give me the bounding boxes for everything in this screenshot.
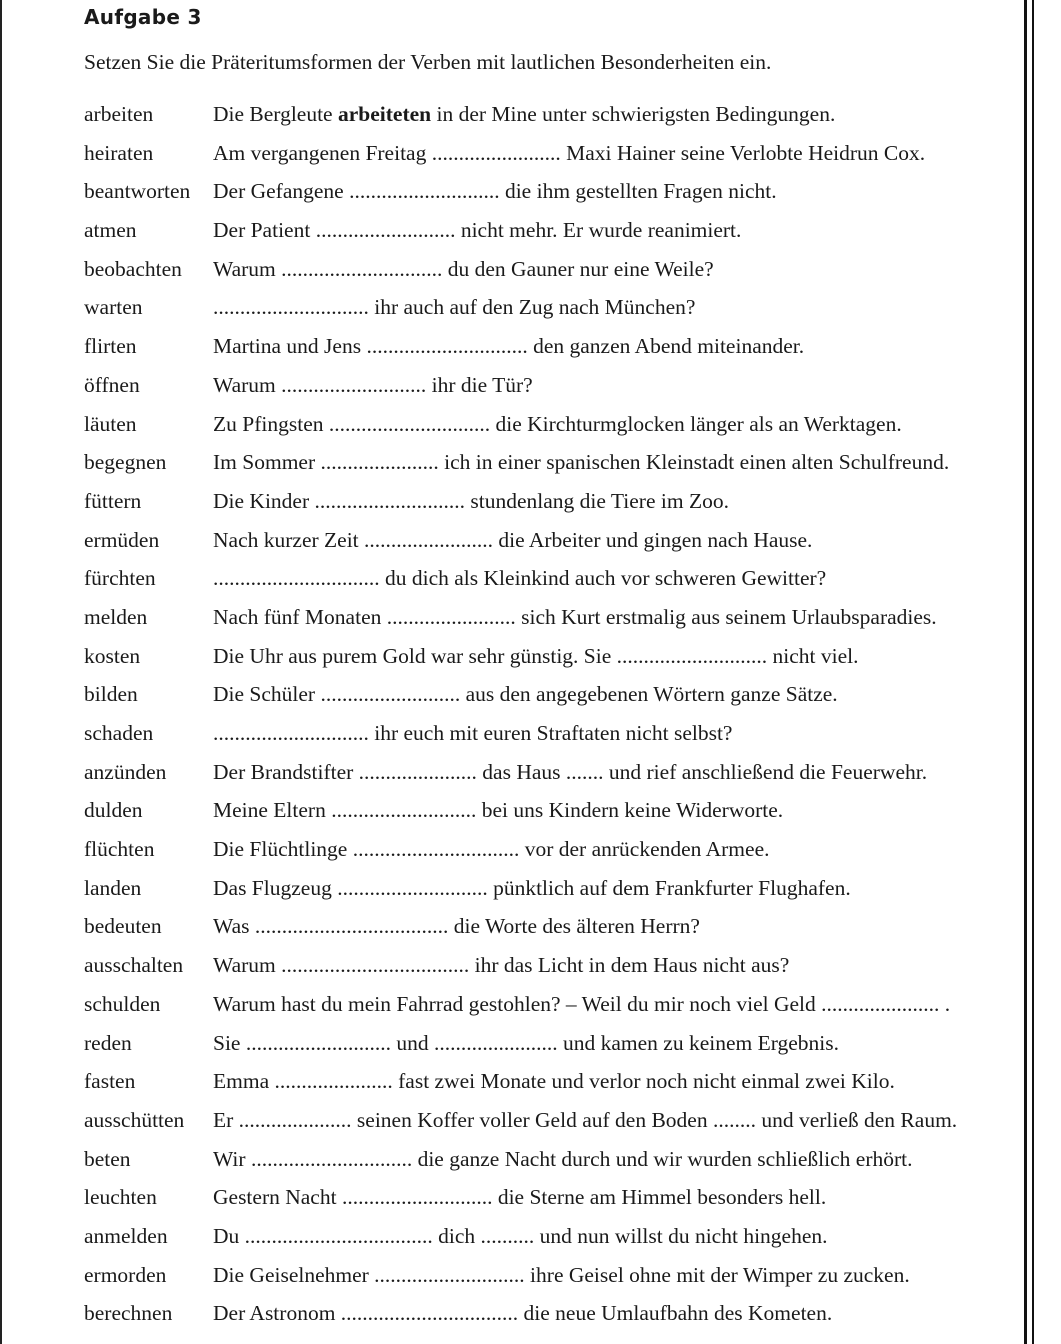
verb-label: dulden — [84, 798, 143, 823]
verb-label: landen — [84, 875, 142, 900]
exercise-row — [84, 1106, 1024, 1145]
example-row — [84, 100, 1024, 139]
verb-label: flüchten — [84, 837, 155, 862]
verb-label: anmelden — [84, 1223, 168, 1248]
gap-sentence: Du ................................... dich .......... und nun willst du nicht hingehen. — [213, 1223, 828, 1248]
exercise-row — [84, 448, 1024, 487]
verb-label: läuten — [84, 411, 137, 436]
exercise-row — [84, 139, 1024, 178]
gap-sentence: Sie ........................... und ....................... und kamen zu keinem Ergebnis. — [213, 1030, 840, 1055]
verb-label: beobachten — [84, 256, 182, 281]
gap-sentence: Die Geiselnehmer ............................ ihre Geisel ohne mit der Wimper zu zucken. — [213, 1262, 910, 1287]
exercise-row — [84, 680, 1024, 719]
verb-label: fürchten — [84, 566, 156, 591]
exercise-row — [84, 564, 1024, 603]
exercise-row — [84, 642, 1024, 681]
gap-sentence: Zu Pfingsten .............................. die Kirchturmglocken länger als an Werktagen. — [213, 411, 902, 436]
verb-label: warten — [84, 295, 143, 320]
exercise-row — [84, 526, 1024, 565]
example-sentence — [213, 100, 835, 128]
exercise-row — [84, 719, 1024, 758]
verb-label: arbeiten — [84, 102, 154, 126]
gap-sentence: Der Gefangene ............................ die ihm gestellten Fragen nicht. — [213, 179, 777, 204]
exercise-row — [84, 758, 1024, 797]
verb-label: anzünden — [84, 759, 167, 784]
verb-label: leuchten — [84, 1185, 157, 1210]
page-border-right — [1024, 0, 1027, 1344]
exercise-row — [84, 1145, 1024, 1184]
page-border-right-outer — [1032, 0, 1034, 1344]
exercise-row — [84, 371, 1024, 410]
exercise-row — [84, 796, 1024, 835]
example-before: Die Bergleute — [213, 102, 338, 126]
verb-label: ausschütten — [84, 1107, 185, 1132]
exercise-row — [84, 1067, 1024, 1106]
verb-label: atmen — [84, 218, 137, 243]
verb-label: ausschalten — [84, 953, 184, 978]
verb-label: fasten — [84, 1069, 136, 1094]
gap-sentence: Am vergangenen Freitag ........................ Maxi Hainer seine Verlobte Heidrun Cox. — [213, 140, 926, 165]
verb-label: ermüden — [84, 527, 160, 552]
gap-sentence: Die Flüchtlinge ............................... vor der anrückenden Armee. — [213, 837, 770, 862]
exercise-row — [84, 410, 1024, 449]
gap-sentence: Nach kurzer Zeit ........................ die Arbeiter und gingen nach Hause. — [213, 527, 813, 552]
verb-label: reden — [84, 1030, 132, 1055]
verb-label: begegnen — [84, 450, 167, 475]
gap-sentence: ............................. ihr auch auf den Zug nach München? — [213, 295, 696, 320]
gap-sentence: ............................... du dich als Kleinkind auch vor schweren Gewitter? — [213, 566, 827, 591]
gap-sentence: Der Brandstifter ...................... das Haus ....... und rief anschließend die Feuerwehr. — [213, 759, 928, 784]
gap-sentence: Warum .............................. du den Gauner nur eine Weile? — [213, 256, 714, 281]
verb-label: kosten — [84, 643, 141, 668]
verb-label: flirten — [84, 334, 137, 359]
exercise-row — [84, 990, 1024, 1029]
item-rows — [84, 139, 1024, 1338]
exercise-row — [84, 874, 1024, 913]
gap-sentence: Gestern Nacht ............................ die Sterne am Himmel besonders hell. — [213, 1185, 827, 1210]
verb-label: füttern — [84, 488, 142, 513]
page-border-left — [0, 0, 2, 1344]
gap-sentence: Warum ................................... ihr das Licht in dem Haus nicht aus? — [213, 953, 790, 978]
exercise-row — [84, 255, 1024, 294]
verb-label: öffnen — [84, 372, 140, 397]
example-after: in der Mine unter schwierigsten Bedingungen. — [431, 102, 836, 126]
exercise-row — [84, 912, 1024, 951]
gap-sentence: Im Sommer ...................... ich in einer spanischen Kleinstadt einen alten Schulfreund. — [213, 450, 950, 475]
exercise-row — [84, 487, 1024, 526]
gap-sentence: Warum hast du mein Fahrrad gestohlen? – Weil du mir noch viel Geld ...................... . — [213, 991, 951, 1016]
exercise-row — [84, 216, 1024, 255]
verb-label: bedeuten — [84, 914, 162, 939]
exercise-row — [84, 1261, 1024, 1300]
verb-label: ermorden — [84, 1262, 167, 1287]
verb-label: schaden — [84, 721, 154, 745]
exercise-row — [84, 293, 1024, 332]
verb-label: beten — [84, 1146, 131, 1171]
exercise-row — [84, 332, 1024, 371]
gap-sentence: Die Schüler .......................... aus den angegebenen Wörtern ganze Sätze. — [213, 682, 838, 707]
exercise-row — [84, 951, 1024, 990]
verb-label: heiraten — [84, 140, 154, 165]
gap-sentence: Meine Eltern ........................... bei uns Kindern keine Widerworte. — [213, 798, 784, 823]
exercise-row — [84, 1183, 1024, 1222]
gap-sentence: Emma ...................... fast zwei Monate und verlor noch nicht einmal zwei Kilo. — [213, 1069, 895, 1094]
exercise-row — [84, 1299, 1024, 1338]
verb-label: schulden — [84, 991, 161, 1016]
gap-sentence: ............................. ihr euch mit euren Straftaten nicht selbst? — [213, 721, 733, 745]
exercise-list — [84, 100, 1024, 1338]
exercise-title: Aufgabe 3 — [84, 5, 202, 29]
gap-sentence: Wir .............................. die ganze Nacht durch und wir wurden schließlich erhört. — [213, 1146, 913, 1171]
verb-label: beantworten — [84, 179, 191, 204]
verb-label: bilden — [84, 682, 138, 707]
example-answer: arbeiteten — [337, 102, 432, 126]
gap-sentence: Die Kinder ............................ stundenlang die Tiere im Zoo. — [213, 488, 729, 513]
exercise-row — [84, 603, 1024, 642]
gap-sentence: Die Uhr aus purem Gold war sehr günstig. Sie ............................ nicht viel. — [213, 643, 859, 668]
verb-label: melden — [84, 604, 148, 629]
gap-sentence: Warum ........................... ihr die Tür? — [213, 372, 533, 397]
exercise-row — [84, 1222, 1024, 1261]
exercise-instruction: Setzen Sie die Präteritumsformen der Verben mit lautlichen Besonderheiten ein. — [84, 50, 772, 74]
exercise-row — [84, 835, 1024, 874]
gap-sentence: Nach fünf Monaten ........................ sich Kurt erstmalig aus seinem Urlaubsparadies. — [213, 604, 937, 629]
gap-sentence: Das Flugzeug ............................ pünktlich auf dem Frankfurter Flughafen. — [213, 875, 851, 900]
exercise-row — [84, 1029, 1024, 1068]
gap-sentence: Der Patient .......................... nicht mehr. Er wurde reanimiert. — [213, 218, 742, 243]
gap-sentence: Er ..................... seinen Koffer voller Geld auf den Boden ........ und verließ den Raum. — [213, 1107, 958, 1132]
verb-label: berechnen — [84, 1301, 173, 1326]
gap-sentence: Der Astronom ................................. die neue Umlaufbahn des Kometen. — [213, 1301, 833, 1326]
exercise-row — [84, 177, 1024, 216]
gap-sentence: Was .................................... die Worte des älteren Herrn? — [213, 914, 700, 939]
gap-sentence: Martina und Jens .............................. den ganzen Abend miteinander. — [213, 334, 805, 359]
